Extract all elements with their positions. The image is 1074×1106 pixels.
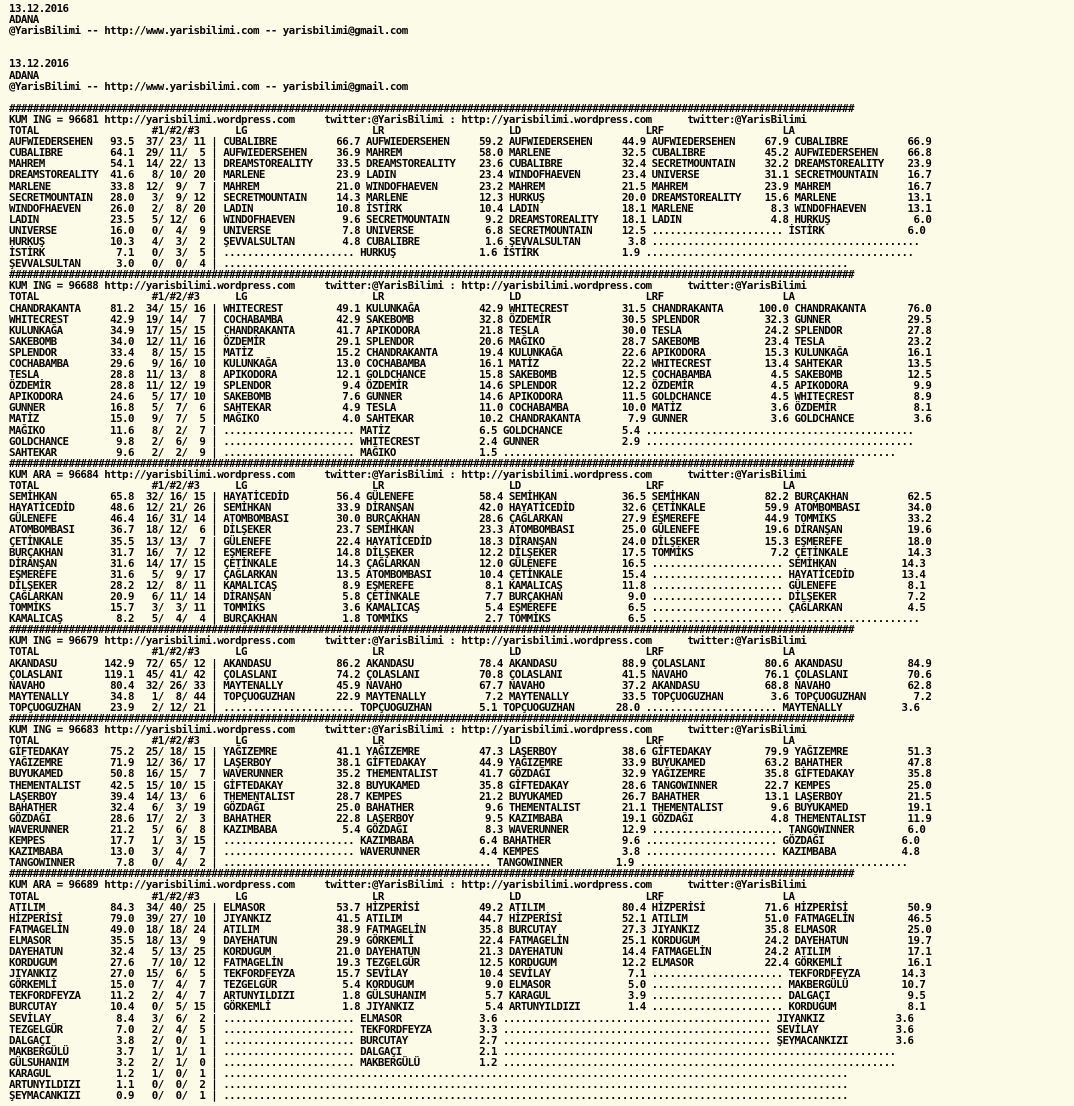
horse-row: ARTUNYILDIZI 1.1 0/ 0/ 2 | ......................................................................................................... <box>9 1078 848 1092</box>
horse-row: TOPÇUOGUZHAN 23.9 2/ 12/ 21 | ...................... TOPÇUOGUZHAN 5.1 TOPÇUOGUZHAN 28.0 ...................... MAYTENALLY 3.6 <box>9 700 920 714</box>
horse-row: KARAGUL 1.2 1/ 0/ 1 | ......................................................................................................... <box>9 1067 848 1080</box>
horse-row: DAYEHATUN 32.4 5/ 13/ 25 | KORDUGUM 21.0 DAYEHATUN 21.3 DAYEHATUN 14.4 FATMAGELİN 24.2 ATILIM 17.1 <box>9 944 932 958</box>
horse-row: NAVAHO 80.4 32/ 26/ 33 | MAYTENALLY 45.9 NAVAHO 67.7 NAVAHO 37.2 AKANDASU 68.8 NAVAHO 62.8 <box>9 678 932 692</box>
horse-row: SAHTEKAR 9.6 2/ 2/ 9 | ...................... MAĞIKO 1.5 .................................................................. <box>9 445 896 459</box>
horse-row: BAHATHER 32.4 6/ 3/ 19 | GÖZDAĞI 25.0 BAHATHER 9.6 THEMENTALIST 21.1 THEMENTALIST 9.6 BUYUKAMED 19.1 <box>9 800 932 814</box>
horse-row: GÜLSUHANIM 3.2 2/ 1/ 0 | ...................... MAKBERGÜLÜ 1.2 .................................................................. <box>9 1055 896 1069</box>
horse-row: COCHABAMBA 29.6 9/ 16/ 10 | KULUNKAĞA 13.0 COCHABAMBA 16.1 MATİZ 22.2 WHITECREST 13.4 SAHTEKAR 13.5 <box>9 357 932 370</box>
horse-row: KAMALICAŞ 8.2 5/ 4/ 4 | BURÇAKHAN 1.8 TOMMİKS 2.7 TOMMİKS 6.5 ............................................. <box>9 612 920 626</box>
column-header: TOTAL #1/#2/#3 LG LR LD LRF LA <box>9 734 795 748</box>
report-body <box>9 103 1074 1101</box>
column-header: TOTAL #1/#2/#3 LG LR LD LRF LA <box>9 479 795 493</box>
horse-row: TEKFORDFEYZA 11.2 2/ 4/ 7 | ARTUNYILDIZI 1.8 GÜLSUHANIM 5.7 KARAGUL 3.9 ...................... DALGAÇI 9.5 <box>9 989 926 1003</box>
horse-row: GOLDCHANCE 9.8 2/ 6/ 9 | ...................... WHITECREST 2.4 GUNNER 2.9 ............................................. <box>9 434 914 448</box>
horse-row: MATİZ 15.0 9/ 7/ 5 | MAĞIKO 4.0 SAHTEKAR 10.2 CHANDRAKANTA 7.9 GUNNER 3.6 GOLDCHANCE 3.6 <box>9 412 932 426</box>
report-credits-repeat: @YarisBilimi -- http://www.yarisbilimi.com -- yarisbilimi@gmail.com <box>9 79 408 93</box>
section-separator: ############################################################################################################################################## <box>9 101 854 115</box>
race-header: KUM ING = 96688 http://yarisbilimi.wordpress.com twitter:@YarisBilimi : http://yarisbilimi.wordpress.com twitter:@YarisBilimi <box>9 279 807 293</box>
race-header: KUM ING = 96681 http://yarisbilimi.wordpress.com twitter:@YarisBilimi : http://yarisbilimi.wordpress.com twitter:@YarisBilimi <box>9 112 807 126</box>
horse-row: ŞEYMACANKIZI 0.9 0/ 0/ 1 | ......................................................................................................... <box>9 1089 848 1103</box>
horse-row: ŞEVVALSULTAN 3.0 0/ 0/ 4 | ......................................................................................................... <box>9 257 848 271</box>
blank-line <box>9 36 1074 47</box>
horse-row: DİRANŞAN 31.6 14/ 17/ 15 | ÇETİNKALE 14.3 ÇAĞLARKAN 12.0 GÜLENEFE 16.5 ...................... SEMİHKAN 14.3 <box>9 556 926 570</box>
report-city: ADANA <box>9 13 39 27</box>
horse-row: WINDOFHAEVEN 26.0 2/ 8/ 20 | LADIN 10.8 İSTİRK 10.4 LADIN 18.1 MARLENE 8.3 WINDOFHAEVEN 13.1 <box>9 201 932 215</box>
report-city-repeat: ADANA <box>9 68 39 82</box>
race-header: KUM ARA = 96689 http://yarisbilimi.wordpress.com twitter:@YarisBilimi : http://yarisbilimi.wordpress.com twitter:@YarisBilimi <box>9 878 807 892</box>
report-date: 13.12.2016 <box>9 2 69 15</box>
horse-row: MAYTENALLY 34.8 1/ 8/ 44 | TOPÇUOGUZHAN 22.9 MAYTENALLY 7.2 MAYTENALLY 33.5 TOPÇUOGUZHAN 3.6 TOPÇUOGUZHAN 7.2 <box>9 689 932 703</box>
horse-row: HİZPERİSİ 79.0 39/ 27/ 10 | JIYANKIZ 41.5 ATILIM 44.7 HİZPERİSİ 52.1 ATILIM 51.0 FATMAGELİN 46.5 <box>9 911 932 925</box>
horse-row: AUFWIEDERSEHEN 93.5 37/ 23/ 11 | CUBALIBRE 66.7 AUFWIEDERSEHEN 59.2 AUFWIEDERSEHEN 44.9 AUFWIEDERSEHEN 67.9 CUBALIBRE 66.9 <box>9 135 932 149</box>
horse-row: CHANDRAKANTA 81.2 34/ 15/ 16 | WHITECREST 49.1 KULUNKAĞA 42.9 WHITECREST 31.5 CHANDRAKANTA 100.0 CHANDRAKANTA 76.0 <box>9 301 932 315</box>
horse-row: ÇETİNKALE 35.5 13/ 13/ 7 | GÜLENEFE 22.4 HAYATİCEDİD 18.3 DİRANŞAN 24.0 DİLŞEKER 15.3 EŞMEREFE 18.0 <box>9 534 932 548</box>
horse-row: BURÇAKHAN 31.7 16/ 7/ 12 | EŞMEREFE 14.8 DİLŞEKER 12.2 DİLŞEKER 17.5 TOMMİKS 7.2 ÇETİNKALE 14.3 <box>9 545 932 559</box>
horse-row: THEMENTALIST 42.5 15/ 10/ 15 | GİFTEDAKAY 32.8 BUYUKAMED 35.8 GİFTEDAKAY 28.6 TANGOWINNER 22.7 KEMPES 25.0 <box>9 778 932 792</box>
section-separator: ############################################################################################################################################## <box>9 867 854 881</box>
horse-row: KULUNKAĞA 34.9 17/ 15/ 15 | CHANDRAKANTA 41.7 APIKODORA 21.8 TESLA 30.0 TESLA 24.2 SPLENDOR 27.8 <box>9 323 932 337</box>
horse-row: ATOMBOMBASI 36.7 18/ 12/ 6 | DİLŞEKER 23.7 SEMİHKAN 23.3 ATOMBOMBASI 25.0 GÜLENEFE 19.6 DİRANŞAN 19.6 <box>9 523 932 537</box>
section-separator: ############################################################################################################################################## <box>9 268 854 282</box>
race-header: KUM ING = 96679 http://yarisbilimi.wordpress.com twitter:@YarisBilimi : http://yarisbilimi.wordpress.com twitter:@YarisBilimi <box>9 634 807 648</box>
horse-row: FATMAGELİN 49.0 18/ 18/ 24 | ATILIM 38.9 FATMAGELİN 35.8 BURCUTAY 27.3 JIYANKIZ 35.8 ELMASOR 25.0 <box>9 922 932 936</box>
horse-row: TOMMİKS 15.7 3/ 3/ 11 | TOMMİKS 3.6 KAMALICAŞ 5.4 EŞMEREFE 6.5 ...................... ÇAĞLARKAN 4.5 <box>9 601 926 615</box>
horse-row: SEMİHKAN 65.8 32/ 16/ 15 | HAYATİCEDİD 56.4 GÜLENEFE 58.4 SEMİHKAN 36.5 SEMİHKAN 82.2 BURÇAKHAN 62.5 <box>9 490 932 504</box>
horse-row: KEMPES 17.7 1/ 3/ 15 | ...................... KAZIMBABA 6.4 BAHATHER 9.6 ...................... GÖZDAĞI 6.0 <box>9 834 920 848</box>
column-header: TOTAL #1/#2/#3 LG LR LD LRF LA <box>9 290 795 304</box>
horse-row: ÇAĞLARKAN 20.9 6/ 11/ 14 | DİRANŞAN 5.8 ÇETİNKALE 7.7 BURÇAKHAN 9.0 ...................... DİLŞEKER 7.2 <box>9 589 926 603</box>
horse-row: CUBALIBRE 64.1 29/ 11/ 5 | AUFWIEDERSEHEN 36.9 MAHREM 58.0 MARLENE 32.5 CUBALIBRE 45.2 AUFWIEDERSEHEN 66.8 <box>9 146 932 160</box>
column-header: TOTAL #1/#2/#3 LG LR LD LRF LA <box>9 124 795 138</box>
horse-row: JIYANKIZ 27.0 15/ 6/ 5 | TEKFORDFEYZA 15.7 SEVİLAY 10.4 SEVİLAY 7.1 ...................... TEKFORDFEYZA 14.3 <box>9 967 926 981</box>
horse-row: DİLŞEKER 28.2 12/ 8/ 11 | KAMALICAŞ 8.9 EŞMEREFE 8.1 KAMALICAŞ 11.8 ...................... GÜLENEFE 8.1 <box>9 578 926 592</box>
horse-row: KORDUGUM 27.6 7/ 10/ 12 | FATMAGELİN 19.3 TEZGELGÜR 12.5 KORDUGUM 12.2 ELMASOR 22.4 GÖRKEMLİ 16.1 <box>9 956 932 970</box>
horse-row: MAHREM 54.1 14/ 22/ 13 | DREAMSTOREALITY 33.5 DREAMSTOREALITY 23.6 CUBALIBRE 32.4 SECRETMOUNTAIN 32.2 DREAMSTOREALITY 23.9 <box>9 157 932 171</box>
report-date-repeat: 13.12.2016 <box>9 57 69 71</box>
horse-row: HURKUŞ 10.3 4/ 3/ 2 | ŞEVVALSULTAN 4.8 CUBALIBRE 1.6 ŞEVVALSULTAN 3.8 ............................................. <box>9 234 920 248</box>
horse-row: MAKBERGÜLÜ 3.7 1/ 1/ 1 | ...................... DALGAÇI 2.1 .................................................................. <box>9 1044 896 1058</box>
race-header: KUM ING = 96683 http://yarisbilimi.wordpress.com twitter:@YarisBilimi : http://yarisbilimi.wordpress.com twitter:@YarisBilimi <box>9 723 807 737</box>
column-header: TOTAL #1/#2/#3 LG LR LD LRF LA <box>9 645 795 659</box>
horse-row: ÇOLASLANI 119.1 45/ 41/ 42 | ÇOLASLANI 74.2 ÇOLASLANI 70.8 ÇOLASLANI 41.5 NAVAHO 76.1 ÇOLASLANI 70.6 <box>9 667 932 681</box>
horse-row: MARLENE 33.8 12/ 9/ 7 | MAHREM 21.0 WINDOFHAEVEN 23.2 MAHREM 21.5 MAHREM 23.9 MAHREM 16.7 <box>9 179 932 193</box>
blank-line <box>9 47 1074 58</box>
horse-row: SEVİLAY 8.4 3/ 6/ 2 | ...................... ELMASOR 3.6 ............................................. JIYANKIZ 3.6 <box>9 1011 914 1025</box>
horse-row: ATILIM 84.3 34/ 40/ 25 | ELMASOR 53.7 HİZPERİSİ 49.2 ATILIM 80.4 HİZPERİSİ 71.6 HİZPERİSİ 50.9 <box>9 900 932 914</box>
horse-row: UNIVERSE 16.0 0/ 4/ 9 | UNIVERSE 7.8 UNIVERSE 6.8 SECRETMOUNTAIN 12.5 ...................... İSTİRK 6.0 <box>9 223 926 237</box>
horse-row: TANGOWINNER 7.8 0/ 4/ 2 | ............................................. TANGOWINNER 1.9 ............................................. <box>9 856 908 870</box>
horse-row: BUYUKAMED 50.8 16/ 15/ 7 | WAVERUNNER 35.2 THEMENTALIST 41.7 GÖZDAĞI 32.9 YAĞIZEMRE 35.8 GİFTEDAKAY 35.8 <box>9 767 932 781</box>
race-header: KUM ARA = 96684 http://yarisbilimi.wordpress.com twitter:@YarisBilimi : http://yarisbilimi.wordpress.com twitter:@YarisBilimi <box>9 467 807 481</box>
section-separator: ############################################################################################################################################## <box>9 712 854 725</box>
section-separator: ############################################################################################################################################## <box>9 623 854 637</box>
horse-row: EŞMEREFE 31.6 5/ 9/ 17 | ÇAĞLARKAN 13.5 ATOMBOMBASI 10.4 ÇETİNKALE 15.4 ...................... HAYATİCEDİD 13.4 <box>9 567 926 581</box>
horse-row: WHITECREST 42.9 19/ 14/ 7 | COCHABAMBA 42.9 SAKEBOMB 32.8 ÖZDEMİR 30.5 SPLENDOR 32.3 GUNNER 29.5 <box>9 312 932 326</box>
horse-row: TEZGELGÜR 7.0 2/ 4/ 5 | ...................... TEKFORDFEYZA 3.3 ............................................. SEVİLAY 3.6 <box>9 1022 914 1036</box>
horse-row: GUNNER 16.8 5/ 7/ 6 | SAHTEKAR 4.9 TESLA 11.0 COCHABAMBA 10.0 MATİZ 3.6 ÖZDEMİR 8.1 <box>9 401 932 415</box>
horse-row: SAKEBOMB 34.0 12/ 11/ 16 | ÖZDEMİR 29.1 SPLENDOR 20.6 MAĞIKO 28.7 SAKEBOMB 23.4 TESLA 23.2 <box>9 334 932 348</box>
horse-row: ELMASOR 35.5 18/ 13/ 9 | DAYEHATUN 29.9 GÖRKEMLİ 22.4 FATMAGELİN 25.1 KORDUGUM 24.2 DAYEHATUN 19.7 <box>9 933 932 947</box>
horse-row: APIKODORA 24.6 5/ 17/ 10 | SAKEBOMB 7.6 GUNNER 14.6 APIKODORA 11.5 GOLDCHANCE 4.5 WHITECREST 8.9 <box>9 390 932 404</box>
horse-row: TESLA 28.8 11/ 13/ 8 | APIKODORA 12.1 GOLDCHANCE 15.8 SAKEBOMB 12.5 COCHABAMBA 4.5 SAKEBOMB 12.5 <box>9 368 932 382</box>
report-credits: @YarisBilimi -- http://www.yarisbilimi.com -- yarisbilimi@gmail.com <box>9 24 408 38</box>
horse-row: BURCUTAY 10.4 0/ 5/ 15 | GÖRKEMLİ 1.8 JIYANKIZ 5.4 ARTUNYILDIZI 1.4 ...................... KORDUGUM 8.1 <box>9 1000 926 1014</box>
column-header: TOTAL #1/#2/#3 LG LR LD LRF LA <box>9 889 795 903</box>
horse-row: DREAMSTOREALITY 41.6 8/ 10/ 20 | MARLENE 23.9 LADIN 23.4 WINDOFHAEVEN 23.4 UNIVERSE 31.1 SECRETMOUNTAIN 16.7 <box>9 168 932 182</box>
horse-row: LAŞERBOY 39.4 14/ 13/ 6 | THEMENTALIST 28.7 KEMPES 21.2 BUYUKAMED 26.7 BAHATHER 13.1 LAŞERBOY 21.5 <box>9 789 932 803</box>
horse-row: SPLENDOR 33.4 8/ 15/ 15 | MATİZ 15.2 CHANDRAKANTA 19.4 KULUNKAĞA 22.6 APIKODORA 15.3 KULUNKAĞA 16.1 <box>9 345 932 359</box>
horse-row: AKANDASU 142.9 72/ 65/ 12 | AKANDASU 86.2 AKANDASU 78.4 AKANDASU 88.9 ÇOLASLANI 80.6 AKANDASU 84.9 <box>9 656 932 670</box>
horse-row: YAĞIZEMRE 71.9 12/ 36/ 17 | LAŞERBOY 38.1 GİFTEDAKAY 44.9 YAĞIZEMRE 33.9 BUYUKAMED 63.2 BAHATHER 47.8 <box>9 756 932 770</box>
horse-row: GÖZDAĞI 28.6 17/ 2/ 3 | BAHATHER 22.8 LAŞERBOY 9.5 KAZIMBABA 19.1 GÖZDAĞI 4.8 THEMENTALIST 11.9 <box>9 811 932 825</box>
horse-row: LADIN 23.5 5/ 12/ 6 | WINDOFHAEVEN 9.6 SECRETMOUNTAIN 9.2 DREAMSTOREALITY 18.1 LADIN 4.8 HURKUŞ 6.0 <box>9 212 932 226</box>
section-separator: ############################################################################################################################################## <box>9 456 854 470</box>
horse-row: HAYATİCEDİD 48.6 12/ 21/ 26 | SEMİHKAN 33.9 DİRANŞAN 42.0 HAYATİCEDİD 32.6 ÇETİNKALE 59.9 ATOMBOMBASI 34.0 <box>9 501 932 515</box>
horse-row: ÖZDEMİR 28.8 11/ 12/ 19 | SPLENDOR 9.4 ÖZDEMİR 14.6 SPLENDOR 12.2 ÖZDEMİR 4.5 APIKODORA 9.9 <box>9 379 932 393</box>
horse-row: SECRETMOUNTAIN 28.0 3/ 9/ 12 | SECRETMOUNTAIN 14.3 MARLENE 12.3 HURKUŞ 20.0 DREAMSTOREALITY 15.6 MARLENE 13.1 <box>9 190 932 204</box>
horse-row: KAZIMBABA 13.0 3/ 4/ 7 | ...................... WAVERUNNER 4.4 KEMPES 3.8 ...................... KAZIMBABA 4.8 <box>9 845 920 859</box>
horse-row: GÖRKEMLİ 15.0 7/ 4/ 7 | TEZGELGÜR 5.4 KORDUGUM 9.0 ELMASOR 5.0 ...................... MAKBERGÜLÜ 10.7 <box>9 978 926 992</box>
horse-row: WAVERUNNER 21.2 5/ 6/ 8 | KAZIMBABA 5.4 GÖZDAĞI 8.3 WAVERUNNER 12.9 ...................... TANGOWINNER 6.0 <box>9 822 926 836</box>
horse-row: DALGAÇI 3.8 2/ 0/ 1 | ...................... BURCUTAY 2.7 ............................................. ŞEYMACANKIZI 3.6 <box>9 1033 914 1047</box>
horse-row: MAĞIKO 11.6 8/ 2/ 7 | ...................... MATİZ 6.5 GOLDCHANCE 5.4 ............................................. <box>9 423 914 437</box>
horse-row: GİFTEDAKAY 75.2 25/ 18/ 15 | YAĞIZEMRE 41.1 YAĞIZEMRE 47.3 LAŞERBOY 38.6 GİFTEDAKAY 79.9 YAĞIZEMRE 51.3 <box>9 745 932 759</box>
horse-row: GÜLENEFE 46.4 16/ 31/ 14 | ATOMBOMBASI 30.0 BURÇAKHAN 28.6 ÇAĞLARKAN 27.9 EŞMEREFE 44.9 TOMMİKS 33.2 <box>9 512 932 526</box>
horse-row: İSTİRK 7.1 0/ 3/ 5 | ...................... HURKUŞ 1.6 İSTİRK 1.9 ............................................. <box>9 246 914 260</box>
